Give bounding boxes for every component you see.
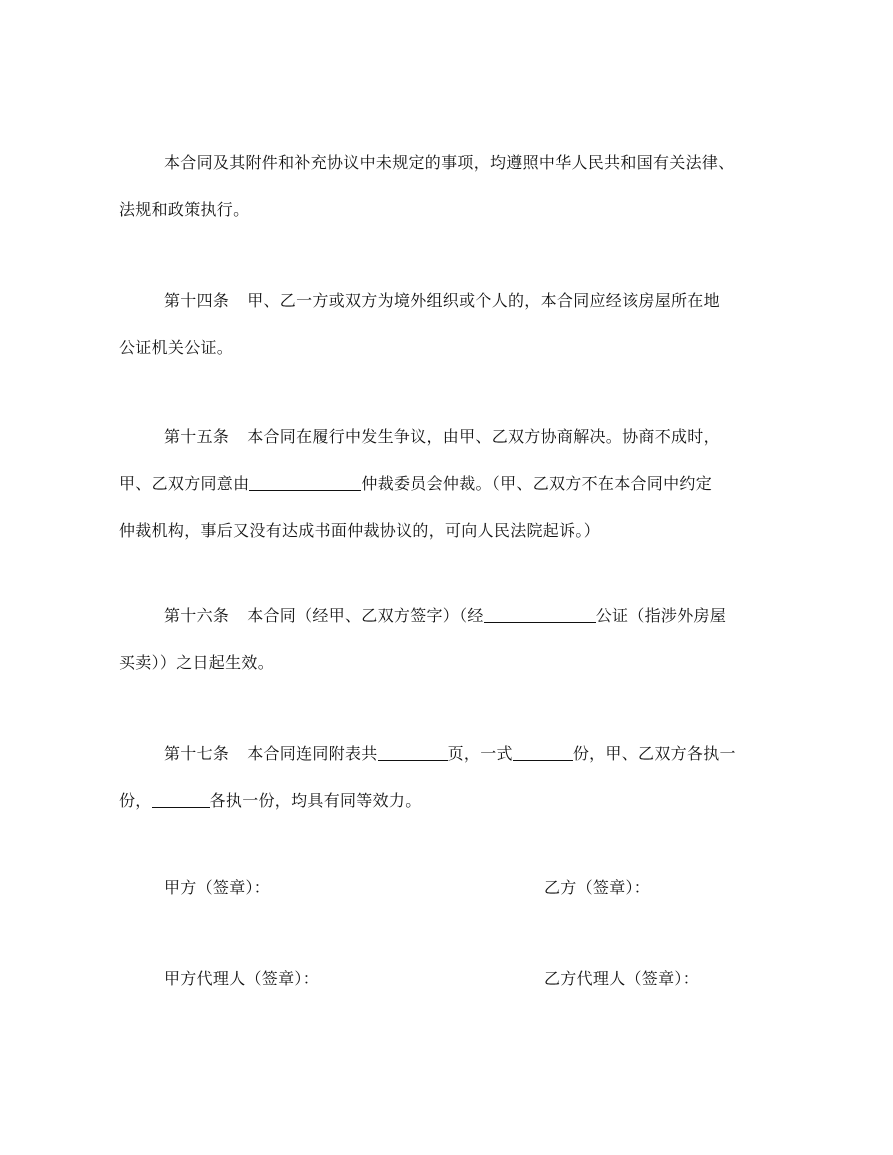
paragraph-text: 各执一份，均具有同等效力。	[209, 791, 422, 810]
other-party-blank[interactable]	[152, 789, 210, 808]
party-b-agent-signature: 乙方代理人（签章）：	[544, 969, 700, 988]
paragraph-text: 本合同在履行中发生争议，由甲、乙双方协商解决。协商不成时，	[247, 427, 720, 446]
paragraph-text: 法规和政策执行。	[119, 200, 250, 219]
paragraph-text: 甲、乙一方或双方为境外组织或个人的，本合同应经该房屋所在地	[247, 291, 720, 310]
article-15	[119, 413, 775, 554]
article-label: 第十七条	[164, 744, 230, 763]
article-14	[119, 277, 775, 371]
paragraph-text: 份，	[119, 791, 152, 810]
paragraph-general-provisions	[119, 139, 775, 233]
party-a-agent-signature: 甲方代理人（签章）：	[164, 969, 320, 988]
paragraph-text: 仲裁机构，事后又没有达成书面仲裁协议的，可向人民法院起诉。）	[119, 521, 601, 540]
article-17	[119, 730, 775, 824]
paragraph-text: 公证（指涉外房屋	[595, 606, 727, 625]
paragraph-text: 页，一式	[447, 744, 513, 763]
paragraph-text: 仲裁委员会仲裁。（甲、乙双方不在本合同中约定	[361, 474, 713, 493]
paragraph-text: 公证机关公证。	[119, 338, 234, 357]
paragraph-text: 本合同（经甲、乙双方签字）（经	[247, 606, 484, 625]
copies-count-blank[interactable]	[513, 742, 573, 761]
notary-office-blank[interactable]	[484, 604, 596, 623]
paragraph-text: 甲、乙双方同意由	[119, 474, 250, 493]
article-16	[119, 592, 775, 686]
paragraph-text: 本合同连同附表共	[247, 744, 378, 763]
article-label: 第十六条	[164, 606, 230, 625]
article-label: 第十四条	[164, 291, 230, 310]
party-a-signature: 甲方（签章）：	[164, 878, 271, 897]
paragraph-text: 份，甲、乙双方各执一	[572, 744, 736, 763]
paragraph-text: 买卖））之日起生效。	[119, 653, 275, 672]
article-label: 第十五条	[164, 427, 230, 446]
arbitration-committee-blank[interactable]	[249, 472, 361, 491]
page-count-blank[interactable]	[378, 742, 448, 761]
party-b-signature: 乙方（签章）：	[544, 878, 651, 897]
paragraph-text: 本合同及其附件和补充协议中未规定的事项，均遵照中华人民共和国有关法律、	[164, 153, 735, 172]
